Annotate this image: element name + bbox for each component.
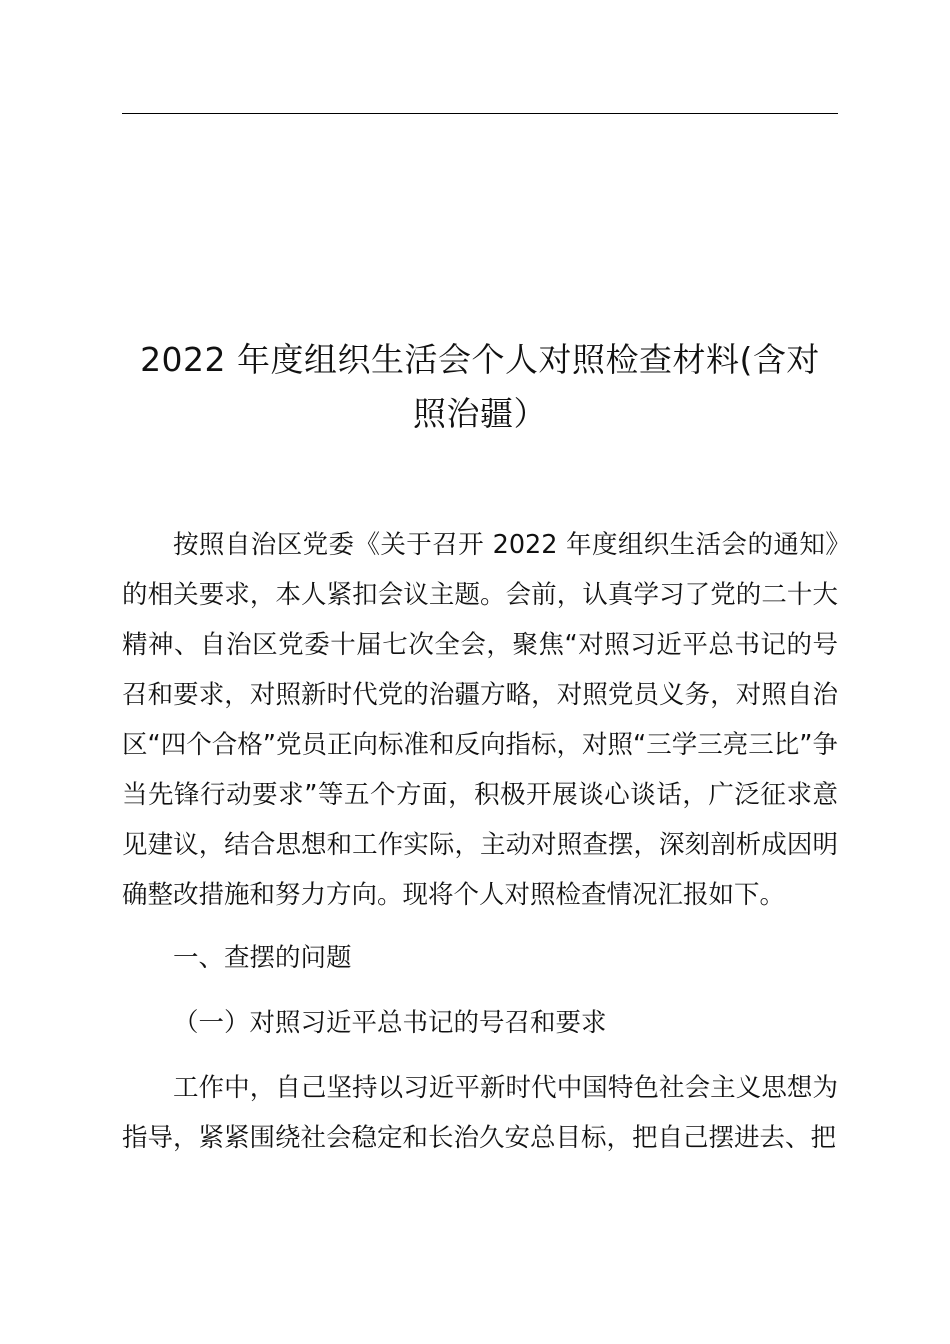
section-heading-problems: 一、查摆的问题: [173, 943, 352, 973]
document-title: [122, 333, 838, 441]
body-paragraph-1: 工作中，自己坚持以习近平新时代中国特色社会主义思想为指导，紧紧围绕社会稳定和长治久安总目标，把自己摆进去、把: [122, 1073, 838, 1153]
document-title-line-1: 2022 年度组织生活会个人对照检查材料(含对: [140, 340, 820, 379]
subsection-heading-1: （一）对照习近平总书记的号召和要求: [173, 1008, 607, 1038]
intro-paragraph: 按照自治区党委《关于召开 2022 年度组织生活会的通知》的相关要求，本人紧扣会议主题。会前，认真学习了党的二十大精神、自治区党委十届七次全会，聚焦“对照习近平总书记的号召和要求，对照新时代党的治疆方略，对照党员义务，对照自治区“四个合格”党员正向标准和反向指标，对照“三学三亮三比”争当先锋行动要求”等五个方面，积极开展谈心谈话，广泛征求意见建议，结合思想和工作实际，主动对照查摆，深刻剖析成因明确整改措施和努力方向。现将个人对照检查情况汇报如下。: [122, 530, 838, 910]
header-rule: [122, 113, 838, 114]
document-title-line-2: 照治疆）: [413, 394, 547, 433]
document-body: [122, 520, 838, 1163]
